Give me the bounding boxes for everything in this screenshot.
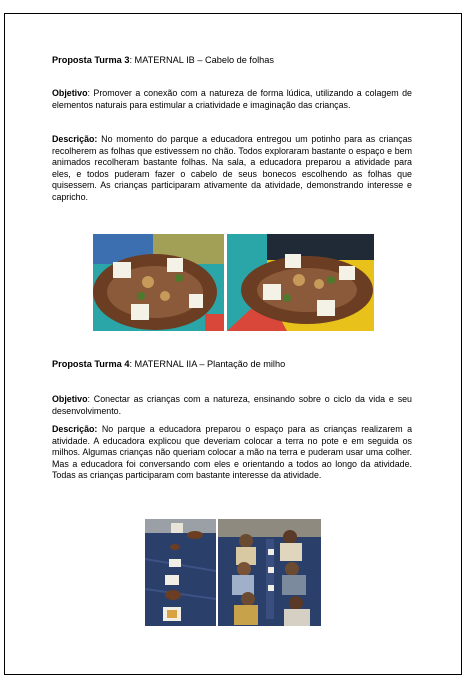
section4-objetivo-label: Objetivo <box>52 394 88 404</box>
photo-leaf-collage-2 <box>227 234 374 331</box>
section4-descricao-text: No parque a educadora preparou o espaço para as crianças realizarem a atividade. A educadora explicou que deveriam colocar a terra no pote e em seguida os milhos. Algumas crianças não queriam colocar a mão na terra e puderam usar uma colher. Mas a educadora foi conversando com eles e orientando a todos ao longo da atividade. Todas as crianças participaram com bastante interesse da atividade. <box>52 424 412 481</box>
section4-objetivo-text: : Conectar as crianças com a natureza, ensinando sobre o ciclo da vida e seu desenvolvimento. <box>52 394 412 416</box>
section4-descricao-label: Descrição: <box>52 424 98 434</box>
section4-descricao <box>52 424 412 482</box>
section3-objetivo <box>52 88 412 111</box>
section4-heading-label: Proposta Turma 4 <box>52 359 130 369</box>
section3-descricao-label: Descrição: <box>52 134 98 144</box>
photo-leaf-collage-1 <box>93 234 224 331</box>
section4-heading-text: : MATERNAL IIA – Plantação de milho <box>129 359 286 369</box>
section4-objetivo <box>52 394 412 417</box>
section3-heading <box>52 54 274 66</box>
section3-descricao-text: No momento do parque a educadora entregou um potinho para as crianças recolherem as folhas que estivessem no chão. Todos exploraram bastante o espaço e bem animados recolheram bastante folhas. Na sala, a educadora preparou a atividade para eles, e todos puderam fazer o cabelo de seus bonecos escolhendo as folhas que quisessem. As crianças participaram ativamente da atividade, demonstrando interesse e capricho. <box>52 134 412 202</box>
photo-corn-planting-1 <box>145 519 216 626</box>
section3-objetivo-text: : Promover a conexão com a natureza de forma lúdica, utilizando a colagem de elementos naturais para estimular a criatividade e imaginação das crianças. <box>52 88 412 110</box>
section3-heading-label: Proposta Turma 3 <box>52 55 130 65</box>
section3-descricao <box>52 134 412 204</box>
section3-objetivo-label: Objetivo <box>52 88 88 98</box>
section3-heading-text: : MATERNAL IB – Cabelo de folhas <box>129 55 274 65</box>
photo-corn-planting-2 <box>218 519 321 626</box>
section4-heading <box>52 358 285 370</box>
